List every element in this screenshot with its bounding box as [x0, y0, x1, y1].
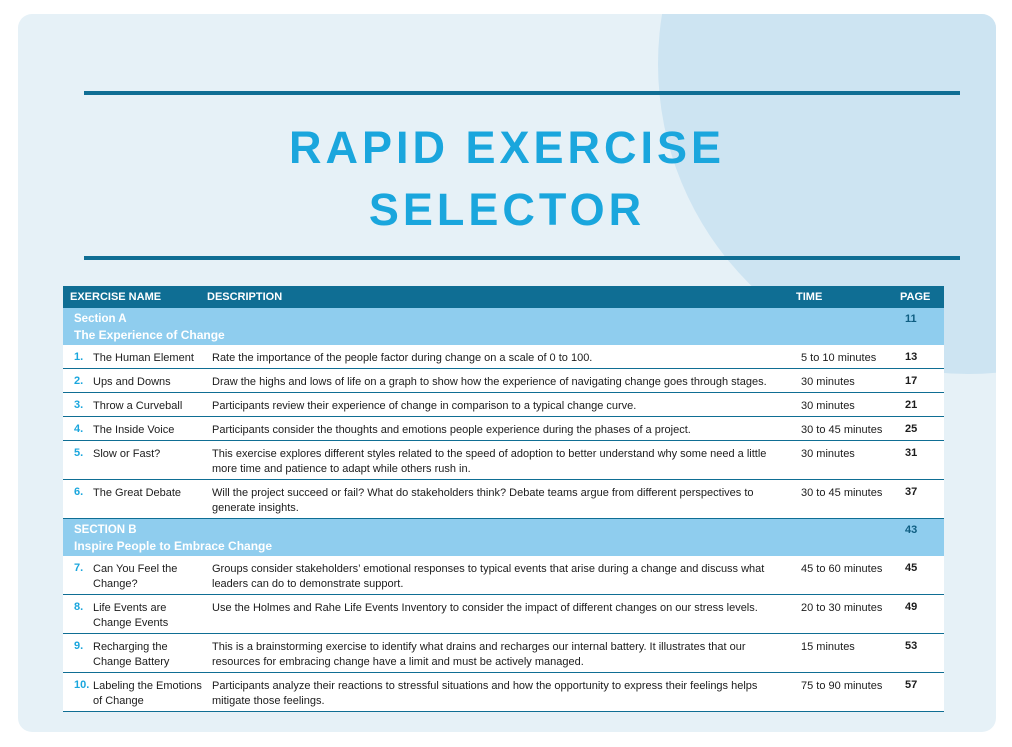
row-number: 6.	[74, 486, 84, 498]
exercise-time: 5 to 10 minutes	[801, 352, 877, 364]
exercise-description: This is a brainstorming exercise to identify what drains and recharges our internal battery. It illustrates that our resources for embracing change have a limit and must be actively managed.	[212, 641, 746, 668]
exercise-page: 49	[905, 601, 918, 613]
table-header	[63, 286, 944, 308]
row-number: 8.	[74, 601, 84, 613]
title-rule-bottom	[84, 256, 960, 260]
section-title: Inspire People to Embrace Change	[74, 539, 273, 553]
table-row	[63, 480, 944, 519]
exercise-description: Will the project succeed or fail? What do stakeholders think? Debate teams argue from different perspectives to generate insights.	[212, 487, 754, 514]
table-row	[63, 556, 944, 595]
exercise-name: The Inside Voice	[93, 424, 175, 436]
exercise-page: 17	[905, 375, 918, 387]
exercise-name: Ups and Downs	[93, 376, 171, 388]
exercise-page: 37	[905, 486, 918, 498]
exercise-description: Rate the importance of the people factor during change on a scale of 0 to 100.	[212, 352, 593, 364]
exercise-page: 31	[905, 447, 918, 459]
exercise-name: Labeling the Emotions of Change	[93, 680, 202, 707]
header-exercise-name: EXERCISE NAME	[70, 291, 162, 303]
table-row	[63, 634, 944, 673]
row-number: 1.	[74, 351, 84, 363]
section-title: The Experience of Change	[74, 328, 225, 342]
table-row	[63, 595, 944, 634]
exercise-time: 30 to 45 minutes	[801, 424, 883, 436]
exercise-name: Slow or Fast?	[93, 448, 161, 460]
exercise-page: 25	[905, 423, 918, 435]
table-row	[63, 393, 944, 417]
exercise-time: 75 to 90 minutes	[801, 680, 883, 692]
exercise-description: Draw the highs and lows of life on a graph to show how the experience of navigating change goes through stages.	[212, 376, 767, 388]
exercise-time: 45 to 60 minutes	[801, 563, 883, 575]
exercise-time: 15 minutes	[801, 641, 855, 653]
section-page: 11	[905, 313, 917, 325]
table-row	[63, 673, 944, 712]
exercise-time: 30 minutes	[801, 400, 855, 412]
exercise-description: Use the Holmes and Rahe Life Events Inventory to consider the impact of different changes on our stress levels.	[212, 602, 758, 614]
exercise-page: 53	[905, 640, 918, 652]
exercise-page: 57	[905, 679, 918, 691]
row-number: 3.	[74, 399, 84, 411]
header-description: DESCRIPTION	[207, 291, 283, 303]
exercise-table	[63, 286, 944, 712]
row-number: 7.	[74, 562, 84, 574]
row-number: 10.	[74, 679, 90, 691]
row-number: 4.	[74, 423, 84, 435]
exercise-time: 20 to 30 minutes	[801, 602, 883, 614]
exercise-description: Participants analyze their reactions to stressful situations and how the opportunity to express their feelings helps mitigate those feelings.	[212, 680, 758, 707]
page-title-line-2: SELECTOR	[368, 184, 646, 235]
row-number: 5.	[74, 447, 84, 459]
title-rule-top	[84, 91, 960, 95]
exercise-name: The Human Element	[93, 352, 194, 364]
table-row	[63, 417, 944, 441]
section-header-b	[63, 519, 944, 556]
section-code: Section A	[74, 313, 127, 325]
section-page: 43	[905, 524, 918, 536]
exercise-time: 30 minutes	[801, 376, 855, 388]
exercise-page: 13	[905, 351, 918, 363]
exercise-time: 30 minutes	[801, 448, 855, 460]
row-number: 9.	[74, 640, 84, 652]
header-page: PAGE	[900, 291, 931, 303]
exercise-description: Participants consider the thoughts and emotions people experience during the phases of a project.	[212, 424, 691, 436]
table-row	[63, 345, 944, 369]
exercise-name: Throw a Curveball	[93, 400, 183, 412]
row-number: 2.	[74, 375, 84, 387]
table-row	[63, 369, 944, 393]
exercise-time: 30 to 45 minutes	[801, 487, 883, 499]
exercise-page: 21	[905, 399, 918, 411]
exercise-name: Can You Feel the Change?	[93, 563, 178, 590]
page-title-line-1: RAPID EXERCISE	[288, 122, 726, 173]
exercise-name: Life Events are Change Events	[93, 602, 169, 629]
exercise-description: Participants review their experience of change in comparison to a typical change curve.	[212, 400, 637, 412]
exercise-name: The Great Debate	[93, 487, 182, 499]
exercise-name: Recharging the Change Battery	[93, 641, 170, 668]
exercise-description: This exercise explores different styles related to the speed of adoption to better understand why some need a little more time and patience to adapt while others rush in.	[212, 448, 767, 475]
section-header-a	[63, 308, 944, 345]
header-time: TIME	[796, 291, 823, 303]
exercise-page: 45	[905, 562, 918, 574]
section-code: SECTION B	[74, 524, 137, 536]
table-row	[63, 441, 944, 480]
exercise-description: Groups consider stakeholders’ emotional responses to typical events that arise during a change and discuss what leaders can do to demonstrate support.	[212, 563, 765, 590]
